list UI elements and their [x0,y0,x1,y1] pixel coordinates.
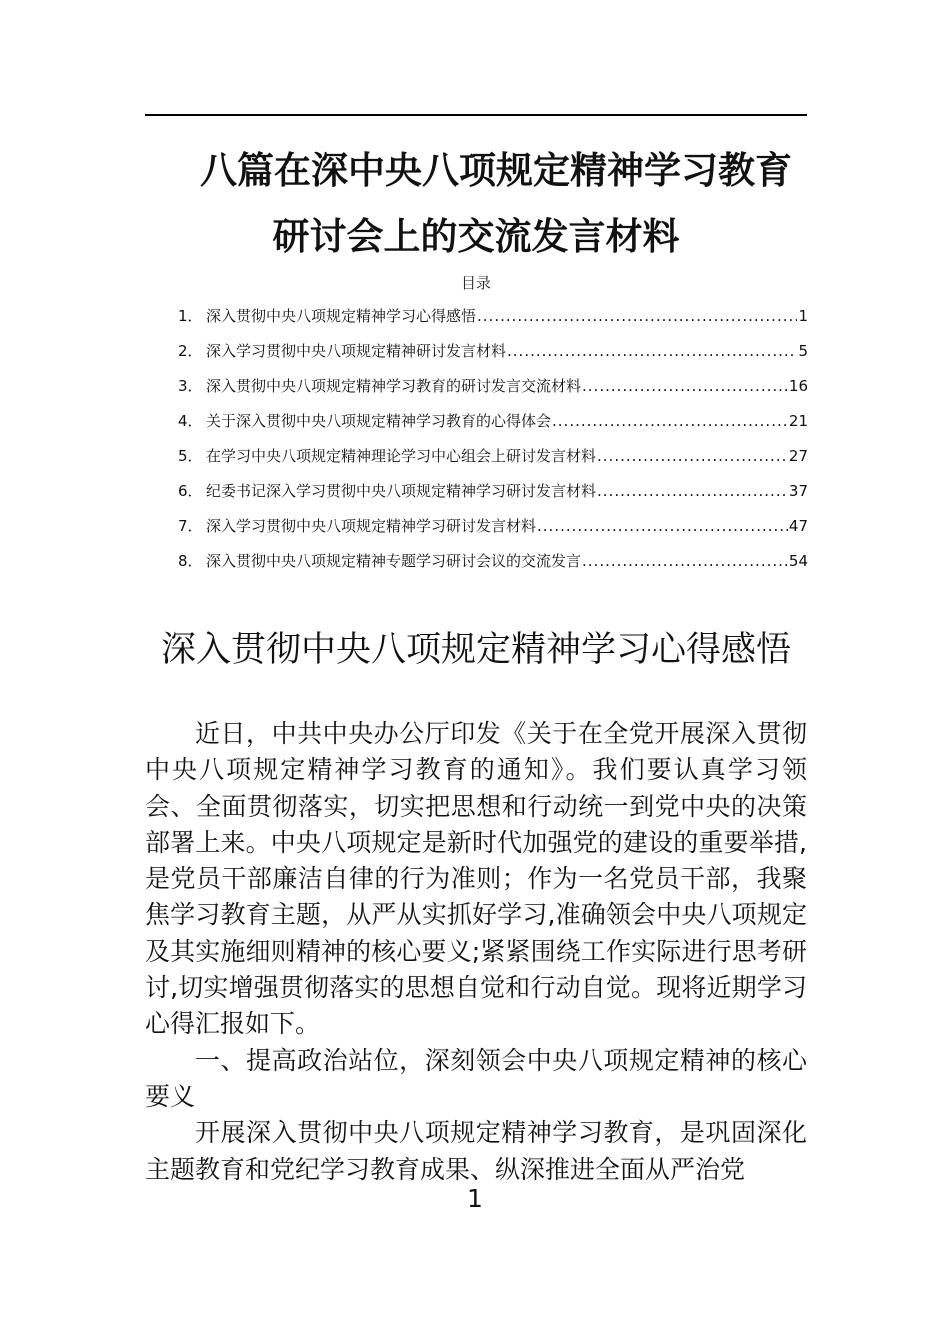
section-subheading: 一、提高政治站位，深刻领会中央八项规定精神的核心要义 [145,1045,807,1111]
toc-entry-number: 8． [178,552,203,570]
document-title-line-1: 八篇在深中央八项规定精神学习教育 [200,149,792,192]
body-paragraph: 近日，中共中央办公厅印发《关于在全党开展深入贯彻中央八项规定精神学习教育的通知》。我们要认真学习领会、全面贯彻落实，切实把思想和行动统一到党中央的决策部署上来。中央八项规定是新时代加强党的建设的重要举措,是党员干部廉洁自律的行为准则；作为一名党员干部，我聚焦学习教育主题，从严从实抓好学习,准确领会中央八项规定及其实施细则精神的核心要义;紧紧围绕工作实际进行思考研讨,切实增强贯彻落实的思想自觉和行动自觉。现将近期学习心得汇报如下。 [145,719,807,1039]
toc-entry[interactable] [178,550,808,585]
toc-entry-text: 深入学习贯彻中央八项规定精神研讨发言材料 [206,342,507,360]
toc-entry[interactable] [178,515,808,550]
toc-leader-dots [477,307,797,325]
header-rule [145,114,807,116]
toc-entry-page: 21 [788,412,808,430]
section-title: 深入贯彻中央八项规定精神学习心得感悟 [160,630,791,670]
toc-leader-dots [597,482,788,500]
toc-entry-page: 47 [788,517,808,535]
toc-leader-dots [597,447,788,465]
toc-entry-page: 27 [788,447,808,465]
toc-entry[interactable] [178,480,808,515]
toc-entry-text: 深入学习贯彻中央八项规定精神学习研讨发言材料 [206,517,537,535]
toc-entry[interactable] [178,305,808,340]
page-number: 1 [467,1184,483,1213]
toc-entry-text: 纪委书记深入学习贯彻中央八项规定精神学习研讨发言材料 [206,482,597,500]
toc-leader-dots [552,412,788,430]
body-paragraph: 开展深入贯彻中央八项规定精神学习教育，是巩固深化主题教育和党纪学习教育成果、纵深推进全面从严治党 [145,1118,807,1184]
toc-entry-page: 54 [788,552,808,570]
toc-entry-page: 1 [798,307,808,325]
document-title-line-2: 研讨会上的交流发言材料 [272,215,680,258]
toc-entry-number: 1． [178,307,203,325]
toc-entry-number: 4． [178,412,203,430]
toc-leader-dots [537,517,788,535]
body-text [145,716,807,1188]
toc-entry-number: 6． [178,482,203,500]
toc-entry[interactable] [178,375,808,410]
toc-entry-number: 2． [178,342,203,360]
toc-entry-text: 关于深入贯彻中央八项规定精神学习教育的心得体会 [206,412,552,430]
toc-entry-number: 3． [178,377,203,395]
toc-entry-page: 16 [788,377,808,395]
toc-leader-dots [582,377,788,395]
toc-entry-text: 深入贯彻中央八项规定精神专题学习研讨会议的交流发言 [206,552,582,570]
toc-entry-text: 深入贯彻中央八项规定精神学习心得感悟 [206,307,477,325]
toc-entry[interactable] [178,445,808,480]
table-of-contents [178,305,808,585]
toc-entry-page: 5 [798,342,808,360]
toc-entry-number: 7． [178,517,203,535]
toc-leader-dots [582,552,788,570]
toc-entry-text: 在学习中央八项规定精神理论学习中心组会上研讨发言材料 [206,447,597,465]
toc-entry[interactable] [178,340,808,375]
toc-leader-dots [507,342,797,360]
toc-entry-text: 深入贯彻中央八项规定精神学习教育的研讨发言交流材料 [206,377,582,395]
toc-entry[interactable] [178,410,808,445]
toc-entry-number: 5． [178,447,203,465]
toc-heading: 目录 [460,274,491,292]
toc-entry-page: 37 [788,482,808,500]
